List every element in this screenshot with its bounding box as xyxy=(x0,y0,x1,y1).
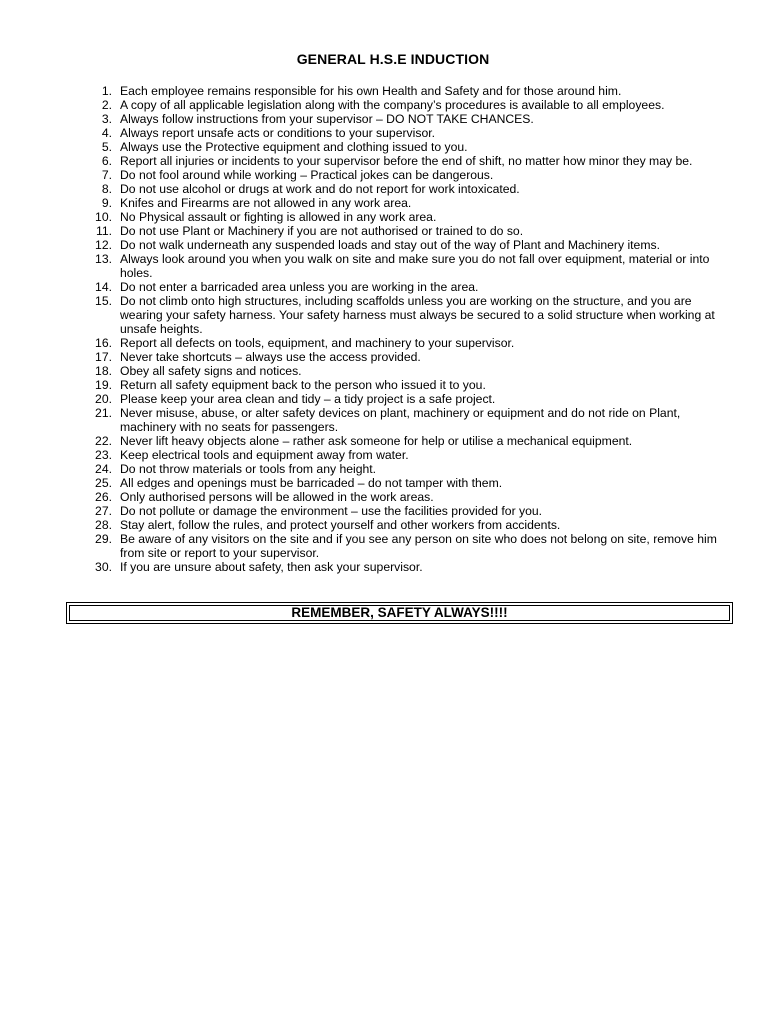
rule-item xyxy=(84,182,734,196)
rule-text: Never take shortcuts – always use the access provided. xyxy=(120,350,421,364)
rule-item xyxy=(84,392,734,406)
rule-item xyxy=(84,280,734,294)
rule-text: Never misuse, abuse, or alter safety devices on plant, machinery or equipment and do not ride on Plant, machinery with no seats for passengers. xyxy=(120,406,681,434)
rule-item xyxy=(84,98,734,112)
rule-number: 17. xyxy=(95,350,112,364)
rule-number: 22. xyxy=(95,434,112,448)
rule-text: Do not climb onto high structures, including scaffolds unless you are working on the structure, and you are wearing your safety harness. Your safety harness must always be secured to a solid structure when working at unsafe heights. xyxy=(120,294,715,336)
rule-number: 27. xyxy=(95,504,112,518)
rule-number: 19. xyxy=(95,378,112,392)
rule-text: Report all defects on tools, equipment, and machinery to your supervisor. xyxy=(120,336,515,350)
rule-number: 23. xyxy=(95,448,112,462)
rule-text: Obey all safety signs and notices. xyxy=(120,364,302,378)
rule-number: 26. xyxy=(95,490,112,504)
rule-item xyxy=(84,434,734,448)
rule-text: Always report unsafe acts or conditions to your supervisor. xyxy=(120,126,435,140)
rules-list xyxy=(84,84,734,574)
rule-text: Each employee remains responsible for his own Health and Safety and for those around him. xyxy=(120,84,622,98)
rule-item xyxy=(84,126,734,140)
rule-number: 2. xyxy=(101,98,112,112)
rule-text: Please keep your area clean and tidy – a tidy project is a safe project. xyxy=(120,392,496,406)
rule-text: No Physical assault or fighting is allowed in any work area. xyxy=(120,210,437,224)
rule-number: 15. xyxy=(95,294,112,308)
rule-text: Do not fool around while working – Practical jokes can be dangerous. xyxy=(120,168,494,182)
rule-text: Only authorised persons will be allowed in the work areas. xyxy=(120,490,434,504)
rule-text: Never lift heavy objects alone – rather ask someone for help or utilise a mechanical equipment. xyxy=(120,434,633,448)
rule-text: Stay alert, follow the rules, and protect yourself and other workers from accidents. xyxy=(120,518,561,532)
rule-item xyxy=(84,378,734,392)
rule-number: 6. xyxy=(101,154,112,168)
rule-number: 8. xyxy=(101,182,112,196)
rule-number: 13. xyxy=(95,252,112,266)
rule-item xyxy=(84,490,734,504)
rule-number: 9. xyxy=(101,196,112,210)
rule-text: Always look around you when you walk on site and make sure you do not fall over equipment, material or into holes. xyxy=(120,252,710,280)
rule-item xyxy=(84,112,734,126)
rule-item xyxy=(84,476,734,490)
rule-number: 18. xyxy=(95,364,112,378)
rule-item xyxy=(84,210,734,224)
rule-number: 1. xyxy=(101,84,112,98)
rule-number: 30. xyxy=(95,560,112,574)
rule-number: 25. xyxy=(95,476,112,490)
rule-item xyxy=(84,518,734,532)
rule-number: 7. xyxy=(101,168,112,182)
rule-number: 20. xyxy=(95,392,112,406)
rule-text: Do not enter a barricaded area unless you are working in the area. xyxy=(120,280,479,294)
rule-text: Do not use Plant or Machinery if you are not authorised or trained to do so. xyxy=(120,224,524,238)
rule-item xyxy=(84,84,734,98)
reminder-text: REMEMBER, SAFETY ALWAYS!!!! xyxy=(69,605,730,621)
rule-item xyxy=(84,224,734,238)
rule-item xyxy=(84,406,734,434)
rule-item xyxy=(84,504,734,518)
rule-number: 21. xyxy=(95,406,112,420)
rule-text: Be aware of any visitors on the site and if you see any person on site who does not belong on site, remove him from site or report to your supervisor. xyxy=(120,532,717,560)
rule-number: 3. xyxy=(101,112,112,126)
rule-text: Do not throw materials or tools from any height. xyxy=(120,462,377,476)
rule-text: Always follow instructions from your supervisor – DO NOT TAKE CHANCES. xyxy=(120,112,534,126)
document-title: GENERAL H.S.E INDUCTION xyxy=(296,51,490,67)
rule-item xyxy=(84,238,734,252)
rule-item xyxy=(84,350,734,364)
rule-text: Report all injuries or incidents to your supervisor before the end of shift, no matter how minor they may be. xyxy=(120,154,693,168)
rule-text: Do not walk underneath any suspended loads and stay out of the way of Plant and Machinery items. xyxy=(120,238,660,252)
rule-text: If you are unsure about safety, then ask your supervisor. xyxy=(120,560,423,574)
rule-number: 24. xyxy=(95,462,112,476)
rule-number: 5. xyxy=(101,140,112,154)
rule-text: Do not use alcohol or drugs at work and do not report for work intoxicated. xyxy=(120,182,520,196)
reminder-box xyxy=(66,602,733,624)
rule-text: Keep electrical tools and equipment away from water. xyxy=(120,448,409,462)
rule-number: 10. xyxy=(95,210,112,224)
rule-number: 12. xyxy=(95,238,112,252)
rule-item xyxy=(84,462,734,476)
rule-text: All edges and openings must be barricaded – do not tamper with them. xyxy=(120,476,503,490)
rule-text: A copy of all applicable legislation along with the company’s procedures is available to all employees. xyxy=(120,98,665,112)
rule-text: Return all safety equipment back to the person who issued it to you. xyxy=(120,378,486,392)
rule-number: 28. xyxy=(95,518,112,532)
rule-item xyxy=(84,168,734,182)
rule-item xyxy=(84,364,734,378)
rule-item xyxy=(84,196,734,210)
rule-number: 14. xyxy=(95,280,112,294)
rule-item xyxy=(84,532,734,560)
rule-number: 4. xyxy=(101,126,112,140)
rule-item xyxy=(84,154,734,168)
rule-item xyxy=(84,560,734,574)
rule-number: 11. xyxy=(95,224,112,238)
rule-item xyxy=(84,140,734,154)
rule-text: Do not pollute or damage the environment – use the facilities provided for you. xyxy=(120,504,543,518)
rule-item xyxy=(84,252,734,280)
rule-item xyxy=(84,448,734,462)
rule-text: Always use the Protective equipment and clothing issued to you. xyxy=(120,140,468,154)
rule-text: Knifes and Firearms are not allowed in any work area. xyxy=(120,196,412,210)
rule-item xyxy=(84,294,734,336)
rule-number: 29. xyxy=(95,532,112,546)
rule-number: 16. xyxy=(95,336,112,350)
rule-item xyxy=(84,336,734,350)
